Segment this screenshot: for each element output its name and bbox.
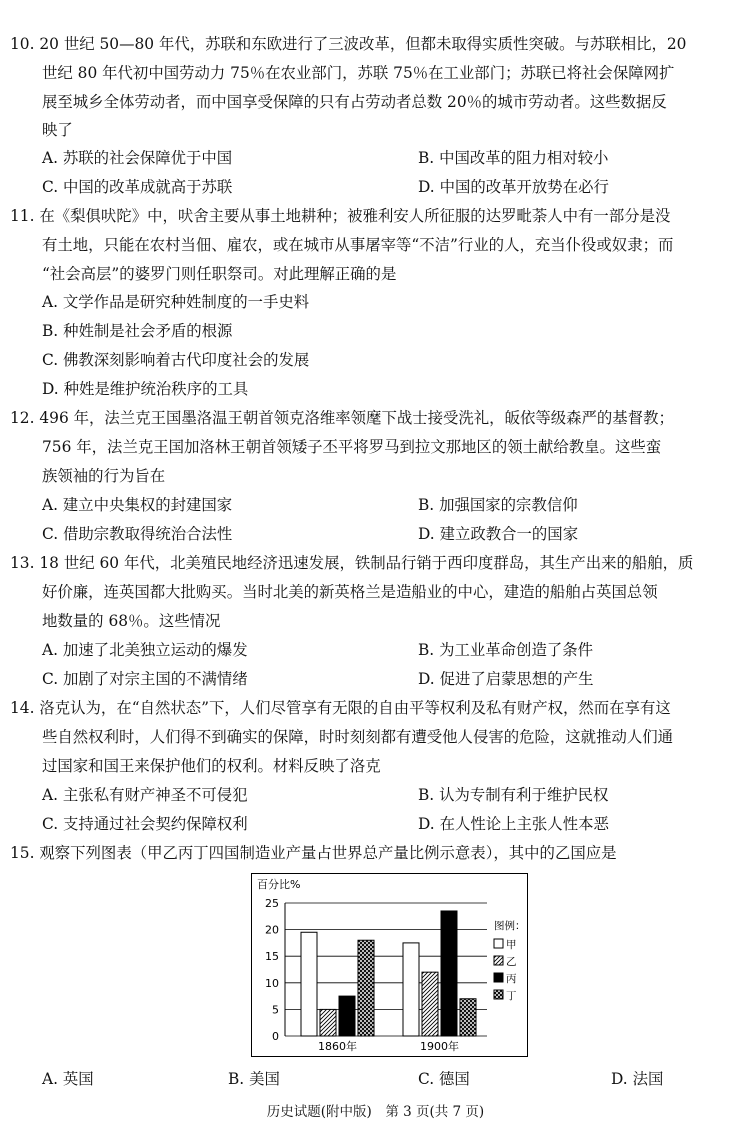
q11-option-c: C. 佛教深刻影响着古代印度社会的发展 xyxy=(42,351,310,369)
q15-line-1: 15. 观察下列图表（甲乙丙丁四国制造业产量占世界总产量比例示意表），其中的乙国应是 xyxy=(10,844,617,862)
x-category-label: 1860年 xyxy=(318,1040,357,1053)
bar-乙-0 xyxy=(320,1009,336,1036)
q11-line-2: 有土地，只能在农村当佃、雇农，或在城市从事屠宰等“不洁”行业的人，充当仆役或奴隶；而 xyxy=(42,236,674,254)
y-tick-label: 5 xyxy=(272,1003,279,1017)
y-tick-label: 0 xyxy=(272,1030,279,1043)
q14-option-a: A. 主张私有财产神圣不可侵犯 xyxy=(42,786,248,804)
legend-swatch xyxy=(494,973,503,982)
q12-option-b: B. 加强国家的宗教信仰 xyxy=(418,496,578,514)
chart-frame xyxy=(252,874,528,1057)
legend-title: 图例： xyxy=(494,920,526,932)
x-category-label: 1900年 xyxy=(420,1040,459,1053)
legend-swatch xyxy=(494,990,503,999)
q14-option-b: B. 认为专制有利于维护民权 xyxy=(418,786,609,804)
q14-line-3: 过国家和国王来保护他们的权利。材料反映了洛克 xyxy=(42,757,381,775)
bar-丁-1 xyxy=(460,999,476,1036)
bar-丙-1 xyxy=(441,911,457,1036)
q14-option-d: D. 在人性论上主张人性本恶 xyxy=(418,815,609,833)
q12-option-a: A. 建立中央集权的封建国家 xyxy=(42,496,233,514)
q15-option-b: B. 美国 xyxy=(228,1070,280,1088)
y-tick-label: 15 xyxy=(265,950,279,964)
q11-line-1: 11. 在《梨俱吠陀》中，吠舍主要从事土地耕种；被雅利安人所征服的达罗毗荼人中有一部分是没 xyxy=(10,207,671,225)
q10-line-4: 映了 xyxy=(42,121,73,139)
q14-line-2: 些自然权利时，人们得不到确实的保障，时时刻刻都有遭受他人侵害的危险，这就推动人们通 xyxy=(42,728,674,746)
legend-label: 丙 xyxy=(506,973,517,985)
q15-option-c: C. 德国 xyxy=(418,1070,470,1088)
q14-line-1: 14. 洛克认为，在“自然状态”下，人们尽管享有无限的自由平等权利及私有财产权，然而在享有这 xyxy=(10,699,671,717)
q13-line-3: 地数量的 68％。这些情况 xyxy=(42,612,221,630)
y-tick-label: 20 xyxy=(265,923,279,937)
q11-line-3: “社会高层”的婆罗门则任职祭司。对此理解正确的是 xyxy=(42,265,397,283)
q13-option-b: B. 为工业革命创造了条件 xyxy=(418,641,594,659)
q15-option-a: A. 英国 xyxy=(42,1070,94,1088)
q10-line-1: 10. 20 世纪 50—80 年代，苏联和东欧进行了三波改革，但都未取得实质性突破。与苏联相比，20 xyxy=(10,35,687,53)
bar-甲-1 xyxy=(403,943,419,1036)
q11-option-b: B. 种姓制是社会矛盾的根源 xyxy=(42,322,233,340)
legend-label: 丁 xyxy=(506,990,517,1002)
q12-line-3: 族领袖的行为旨在 xyxy=(42,467,166,485)
q10-option-b: B. 中国改革的阻力相对较小 xyxy=(418,149,609,167)
q13-line-1: 13. 18 世纪 60 年代，北美殖民地经济迅速发展，铁制品行销于西印度群岛，其生产出来的船舶，质 xyxy=(10,554,694,572)
q10-option-c: C. 中国的改革成就高于苏联 xyxy=(42,178,233,196)
q13-line-2: 好价廉，连英国都大批购买。当时北美的新英格兰是造船业的中心，建造的船舶占英国总领 xyxy=(42,583,658,601)
q10-option-d: D. 中国的改革开放势在必行 xyxy=(418,178,609,196)
q12-line-1: 12. 496 年，法兰克王国墨洛温王朝首领克洛维率领麾下战士接受洗礼，皈依等级森严的基督教； xyxy=(10,409,674,427)
q12-line-2: 756 年，法兰克王国加洛林王朝首领矮子丕平将罗马到拉文那地区的领土献给教皇。这些蛮 xyxy=(42,438,662,456)
page-footer: 历史试题(附中版) 第 3 页(共 7 页) xyxy=(266,1104,485,1120)
y-tick-label: 25 xyxy=(265,897,279,910)
manufacturing-share-chart xyxy=(251,873,528,1057)
legend-label: 甲 xyxy=(506,939,517,951)
y-axis-label: 百分比% xyxy=(257,878,301,891)
q11-option-a: A. 文学作品是研究种姓制度的一手史料 xyxy=(42,293,310,311)
legend-swatch xyxy=(494,956,503,965)
q13-option-a: A. 加速了北美独立运动的爆发 xyxy=(42,641,248,659)
bar-丁-0 xyxy=(358,940,374,1036)
q15-option-d: D. 法国 xyxy=(611,1070,664,1088)
q12-option-d: D. 建立政教合一的国家 xyxy=(418,525,579,543)
q13-option-c: C. 加剧了对宗主国的不满情绪 xyxy=(42,670,248,688)
bar-甲-0 xyxy=(301,932,317,1036)
bar-乙-1 xyxy=(422,972,438,1036)
q13-option-d: D. 促进了启蒙思想的产生 xyxy=(418,670,594,688)
q10-option-a: A. 苏联的社会保障优于中国 xyxy=(42,149,233,167)
legend-swatch xyxy=(494,939,503,948)
q12-option-c: C. 借助宗教取得统治合法性 xyxy=(42,525,233,543)
q14-option-c: C. 支持通过社会契约保障权利 xyxy=(42,815,248,833)
y-tick-label: 10 xyxy=(265,976,279,990)
q10-line-3: 展至城乡全体劳动者，而中国享受保障的只有占劳动者总数 20％的城市劳动者。这些数据反 xyxy=(42,93,667,111)
q10-line-2: 世纪 80 年代初中国劳动力 75％在农业部门，苏联 75％在工业部门；苏联已将社会保障网扩 xyxy=(42,64,675,82)
bar-丙-0 xyxy=(339,996,355,1036)
legend-label: 乙 xyxy=(506,956,517,968)
q11-option-d: D. 种姓是维护统治秩序的工具 xyxy=(42,380,249,398)
